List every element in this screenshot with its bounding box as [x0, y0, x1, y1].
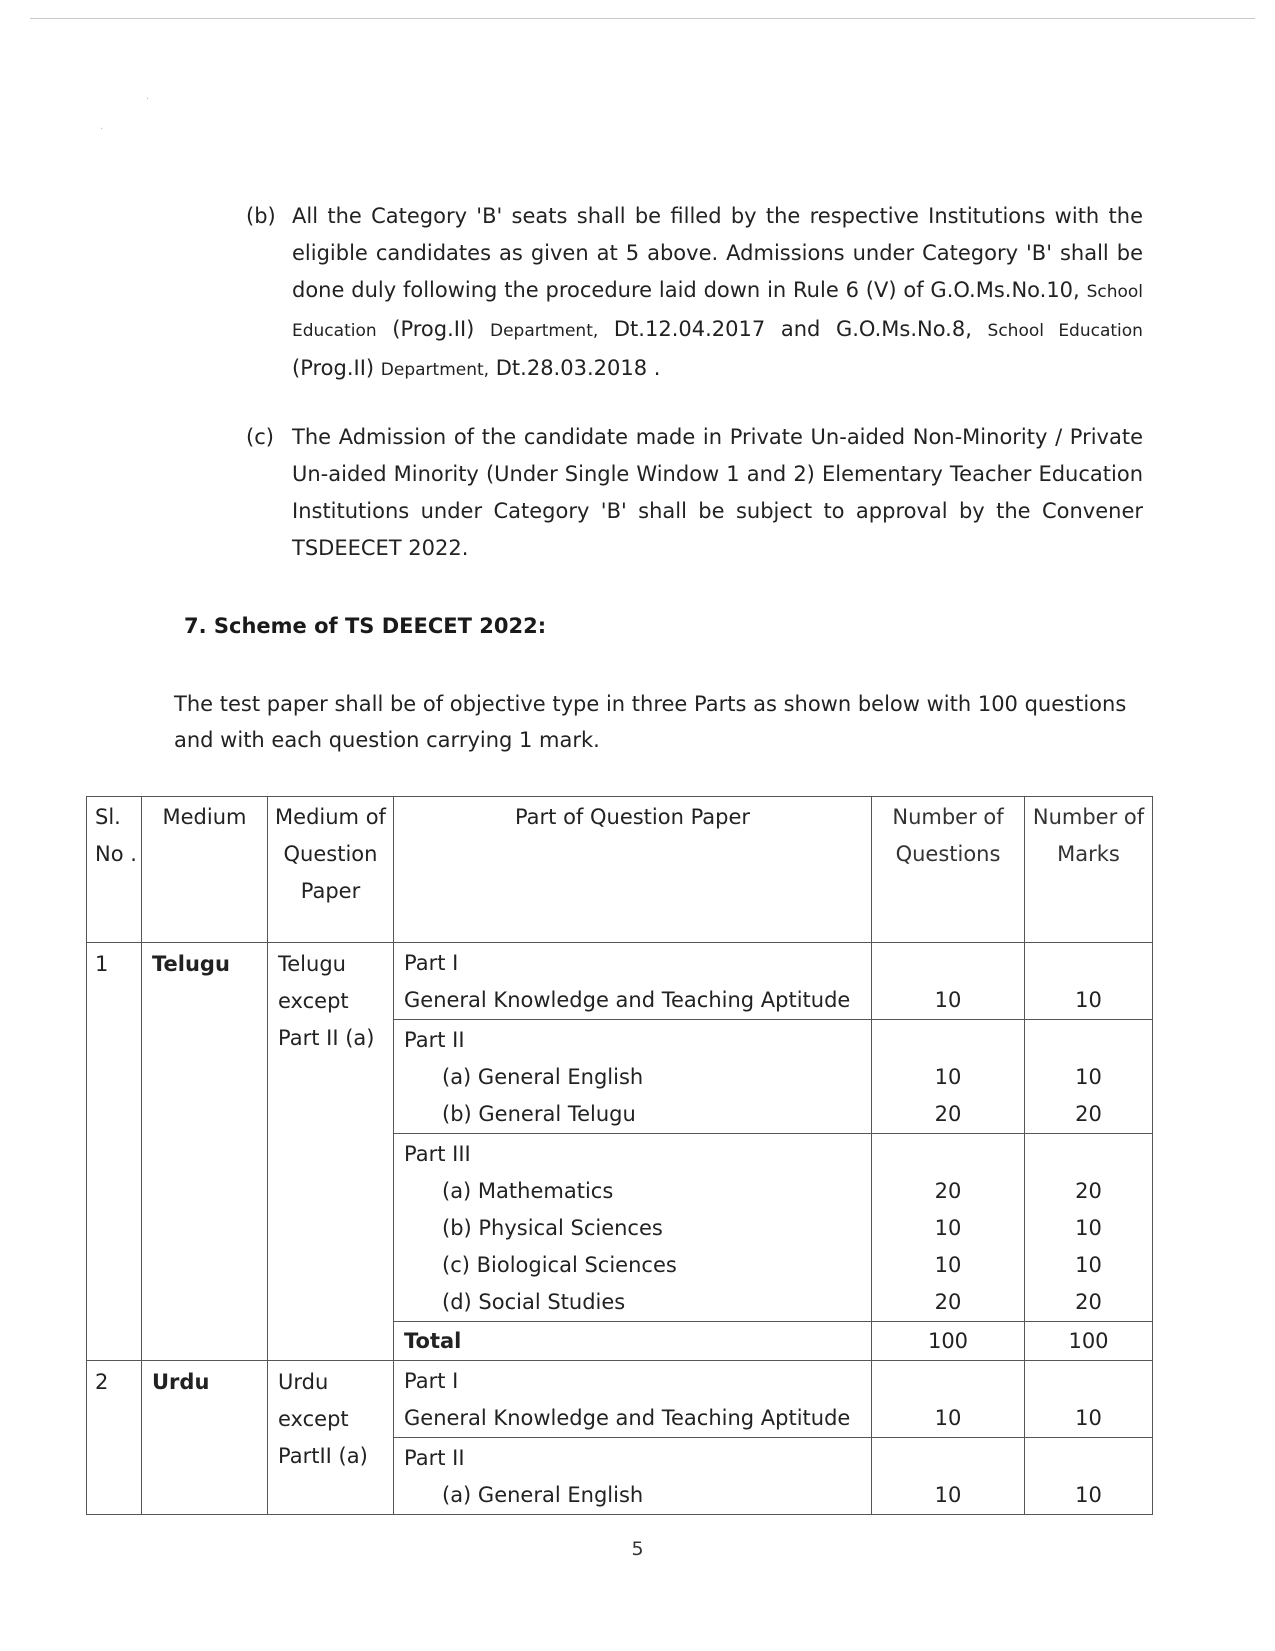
part-cell [394, 943, 872, 1020]
questions-value: 10 [934, 1216, 962, 1240]
part-item: (b) Physical Sciences [442, 1216, 663, 1240]
marks-value: 10 [1075, 1406, 1102, 1430]
part-cell [394, 1438, 872, 1515]
col-header-part: Part of Question Paper [394, 797, 872, 943]
marks-value: 20 [1075, 1102, 1102, 1126]
total-label-cell [394, 1322, 872, 1361]
questions-value: 10 [934, 988, 962, 1012]
part-item: (a) General English [442, 1065, 644, 1089]
paragraph-b [246, 198, 1143, 389]
scheme-table-wrap [86, 796, 1153, 1515]
marks-value: 10 [1075, 1253, 1102, 1277]
total-marks: 100 [1068, 1329, 1109, 1353]
marks-value: 10 [1075, 1065, 1102, 1089]
questions-value: 20 [934, 1179, 962, 1203]
paragraph-b-text: Dt.12.04.2017 and G.O.Ms.No.8, [613, 317, 972, 341]
marks-cell [1025, 1361, 1153, 1438]
part-title: Part II [404, 1028, 465, 1052]
marks-value: 10 [1075, 988, 1102, 1012]
marks-value: 20 [1075, 1290, 1102, 1314]
paragraph-b-label: (b) [246, 204, 276, 228]
section-intro: The test paper shall be of objective type in three Parts as shown below with 100 questions and with each question carrying 1 mark. [174, 692, 1127, 752]
marks-cell [1025, 1438, 1153, 1515]
questions-value: 10 [934, 1065, 962, 1089]
paragraph-c-label: (c) [246, 425, 274, 449]
page-number: 5 [631, 1538, 644, 1560]
medium-cell: Telugu [142, 943, 268, 1361]
part-title: Part III [404, 1142, 471, 1166]
part-title: Part II [404, 1446, 465, 1470]
part-cell [394, 1134, 872, 1322]
col-header-num-marks: Number of Marks [1025, 797, 1153, 943]
part-item: General Knowledge and Teaching Aptitude [404, 1406, 851, 1430]
table-row [87, 943, 1153, 1020]
col-header-num-questions: Number of Questions [872, 797, 1025, 943]
marks-value: 20 [1075, 1179, 1102, 1203]
marks-value: 10 [1075, 1483, 1102, 1507]
part-item: (b) General Telugu [442, 1102, 636, 1126]
questions-value: 10 [934, 1406, 962, 1430]
paragraph-b-text: (Prog.II) [292, 356, 375, 380]
questions-value: 20 [934, 1290, 962, 1314]
total-questions-cell [872, 1322, 1025, 1361]
paragraph-b-text: All the Category 'B' seats shall be filled by the respective Institutions with the eligible candidates as given at 5 above. Admissions under Category 'B' shall be done duly following the procedure laid down in Rule 6 (V) of G.O.Ms.No.10, [292, 204, 1143, 302]
section-heading: 7. Scheme of TS DEECET 2022: [184, 614, 547, 638]
paragraph-b-text: Department, [489, 321, 599, 341]
sl-no-cell: 1 [87, 943, 142, 1361]
scan-speck: · [146, 94, 150, 105]
top-rule [30, 18, 1255, 19]
part-cell [394, 1361, 872, 1438]
questions-value: 10 [934, 1253, 962, 1277]
paragraph-b-text: Dt.28.03.2018 . [495, 356, 661, 380]
marks-cell [1025, 1134, 1153, 1322]
part-item: (c) Biological Sciences [442, 1253, 677, 1277]
sl-no-cell: 2 [87, 1361, 142, 1515]
part-title: Part I [404, 951, 459, 975]
part-item: (a) Mathematics [442, 1179, 614, 1203]
total-marks-cell [1025, 1322, 1153, 1361]
col-header-medium: Medium [142, 797, 268, 943]
questions-cell [872, 943, 1025, 1020]
medium-cell: Urdu [142, 1361, 268, 1515]
paragraph-b-text: (Prog.II) [392, 317, 475, 341]
questions-cell [872, 1438, 1025, 1515]
scan-speck: · [100, 124, 104, 135]
medium-qp-cell: Urdu except PartII (a) [268, 1361, 394, 1515]
paragraph-b-text: School Education [987, 321, 1143, 341]
marks-value: 10 [1075, 1216, 1102, 1240]
paragraph-b-text: School Education [292, 282, 1143, 341]
part-item: General Knowledge and Teaching Aptitude [404, 988, 851, 1012]
paragraph-c [246, 419, 1143, 567]
paragraph-c-text: The Admission of the candidate made in Private Un-aided Non-Minority / Private Un-aided Minority (Under Single Window 1 and 2) Elementary Teacher Education Institutions under Category 'B' shall be subject to approval by the Convener TSDEECET 2022. [292, 425, 1143, 560]
col-header-sl-no: Sl. No . [87, 797, 142, 943]
medium-qp-cell: Telugu except Part II (a) [268, 943, 394, 1361]
part-item: (a) General English [442, 1483, 644, 1507]
total-questions: 100 [927, 1329, 969, 1353]
marks-cell [1025, 1020, 1153, 1134]
part-item: (d) Social Studies [442, 1290, 626, 1314]
questions-value: 10 [934, 1483, 962, 1507]
part-cell [394, 1020, 872, 1134]
paragraph-b-text: Department, [380, 360, 490, 380]
questions-value: 20 [934, 1102, 962, 1126]
marks-cell [1025, 943, 1153, 1020]
col-header-medium-qp: Medium of Question Paper [268, 797, 394, 943]
table-header-row [87, 797, 1153, 943]
questions-cell [872, 1134, 1025, 1322]
questions-cell [872, 1020, 1025, 1134]
questions-cell [872, 1361, 1025, 1438]
table-row [87, 1361, 1153, 1438]
total-label: Total [404, 1329, 462, 1353]
scheme-table [86, 796, 1153, 1515]
part-title: Part I [404, 1369, 459, 1393]
